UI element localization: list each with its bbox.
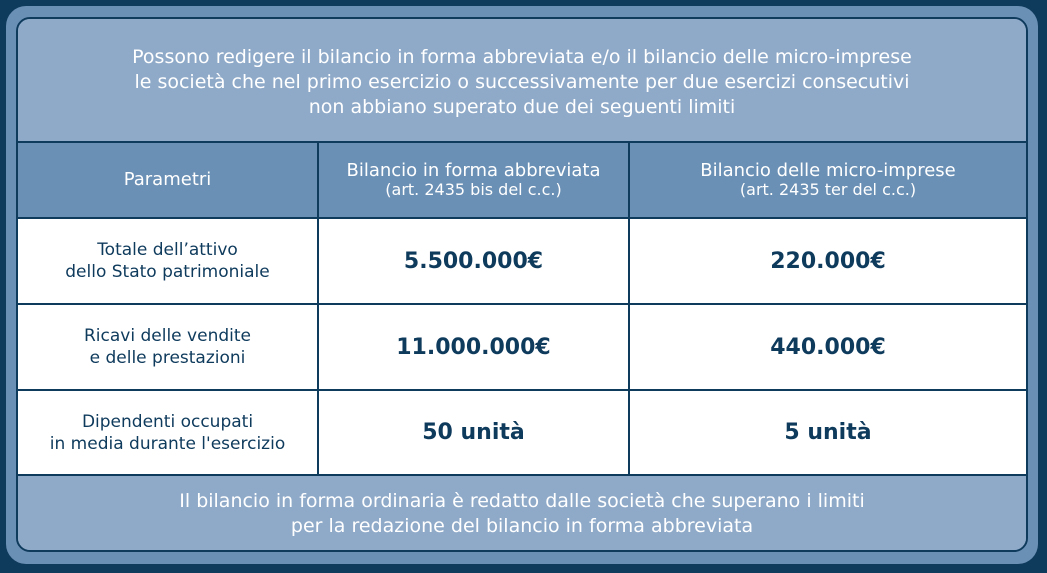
abbreviata-value-cell — [318, 390, 629, 475]
table-header-row — [18, 143, 1026, 218]
column-header-parametri — [18, 143, 318, 218]
abbreviata-value-cell — [318, 304, 629, 390]
column-title: Parametri — [123, 169, 212, 190]
abbreviata-value: 5.500.000€ — [403, 248, 544, 274]
param-label-line: Totale dell’attivo — [97, 240, 238, 260]
param-label-line: Ricavi delle vendite — [84, 326, 251, 346]
intro-header — [18, 19, 1026, 143]
param-label-line: in media durante l'esercizio — [49, 433, 286, 454]
abbreviata-value: 50 unità — [422, 420, 525, 445]
param-label-line: dello Stato patrimoniale — [65, 262, 270, 282]
table-row-ricavi — [18, 304, 1026, 390]
intro-line-3: non abbiano superato due dei seguenti limiti — [308, 95, 736, 118]
table-row-dipendenti — [18, 390, 1026, 475]
param-cell — [18, 304, 318, 390]
column-subtitle: (art. 2435 ter del c.c.) — [739, 180, 917, 199]
column-header-abbreviata — [318, 143, 629, 218]
footer-line-2: per la redazione del bilancio in forma abbreviata — [290, 514, 754, 537]
column-title: Bilancio in forma abbreviata — [346, 160, 601, 181]
intro-line-1: Possono redigere il bilancio in forma abbreviata e/o il bilancio delle micro-imprese — [132, 45, 912, 68]
column-title: Bilancio delle micro-imprese — [700, 160, 956, 181]
column-header-micro — [629, 143, 1026, 218]
micro-value: 5 unità — [784, 420, 872, 445]
outer-frame — [6, 6, 1038, 564]
micro-value: 220.000€ — [770, 248, 886, 274]
micro-value-cell — [629, 218, 1026, 304]
abbreviata-value-cell — [318, 218, 629, 304]
abbreviata-value: 11.000.000€ — [396, 334, 551, 360]
micro-value-cell — [629, 304, 1026, 390]
micro-value: 440.000€ — [770, 334, 886, 360]
param-label-line: e delle prestazioni — [89, 348, 246, 368]
footer-line-1: Il bilancio in forma ordinaria è redatto dalle società che superano i limiti — [179, 489, 865, 512]
column-subtitle: (art. 2435 bis del c.c.) — [385, 180, 562, 199]
micro-value-cell — [629, 390, 1026, 475]
limits-panel — [16, 17, 1028, 552]
param-cell — [18, 390, 318, 475]
intro-line-2: le società che nel primo esercizio o successivamente per due esercizi consecutivi — [134, 70, 910, 93]
param-label-line: Dipendenti occupati — [81, 411, 254, 432]
param-cell — [18, 218, 318, 304]
table-row-totale-attivo — [18, 218, 1026, 304]
footer-note — [18, 477, 1026, 550]
limits-table — [18, 143, 1026, 476]
